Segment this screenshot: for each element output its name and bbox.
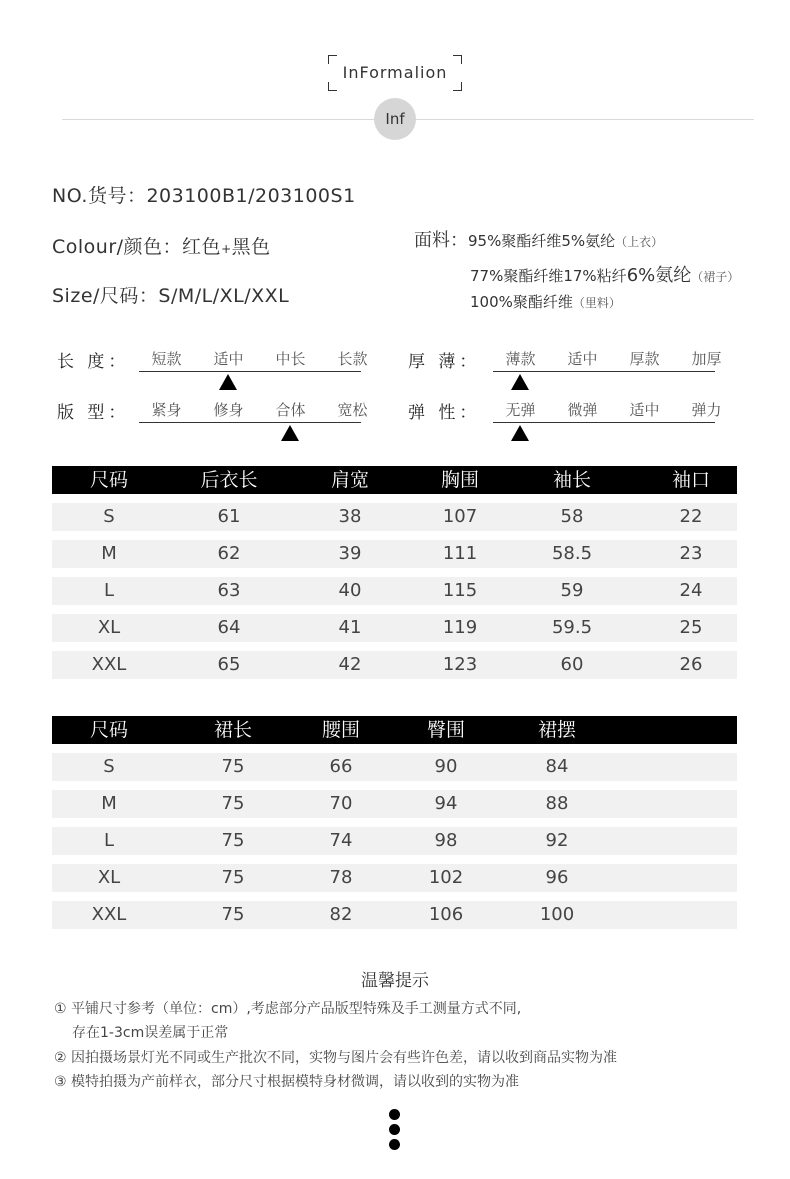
table-cell: 64 — [217, 617, 241, 638]
table-cell: 23 — [679, 543, 703, 564]
fabric-skirt-note: （裙子） — [691, 270, 740, 284]
colour-plus: + — [221, 242, 232, 256]
tip-1: ① 平铺尺寸参考（单位：cm）,考虑部分产品版型特殊及手工测量方式不同, — [54, 1001, 522, 1017]
table-cell: 75 — [221, 756, 245, 777]
table-cell: 66 — [329, 756, 353, 777]
scale-label-length: 长 度： — [57, 352, 130, 372]
table-cell: 84 — [545, 756, 569, 777]
table-cell: 58 — [560, 506, 584, 527]
scale-line — [493, 422, 715, 423]
selected-triangle-icon — [511, 425, 529, 441]
table-cell: XL — [97, 617, 121, 638]
scale-option: 合体 — [275, 401, 306, 419]
selected-triangle-icon — [281, 425, 299, 441]
brand-badge: Inf — [374, 98, 416, 140]
table-cell: 100 — [539, 904, 575, 925]
table-cell: 82 — [329, 904, 353, 925]
table-cell: XL — [97, 867, 121, 888]
table-row — [52, 901, 737, 929]
table-cell: S — [103, 506, 115, 527]
scale-line — [139, 371, 361, 372]
table-cell: 75 — [221, 830, 245, 851]
dot-3 — [389, 1139, 400, 1150]
table-cell: L — [103, 580, 115, 601]
scale-fit — [139, 399, 368, 439]
table-cell: XXL — [91, 654, 127, 675]
table-row — [52, 503, 737, 531]
scale-option: 加厚 — [691, 350, 722, 368]
scale-option: 无弹 — [505, 401, 536, 419]
table-row — [52, 790, 737, 818]
table-cell: 88 — [545, 793, 569, 814]
table-header — [52, 466, 737, 494]
table-cell: 92 — [545, 830, 569, 851]
table-cell: 90 — [434, 756, 458, 777]
table-cell: 65 — [217, 654, 241, 675]
table-cell: 94 — [434, 793, 458, 814]
fabric-line-3 — [470, 291, 621, 312]
scale-line — [139, 422, 361, 423]
fabric-line-2 — [470, 261, 739, 287]
fabric-skirt: 77%聚酯纤维17%粘纤 — [470, 267, 627, 285]
table-cell: M — [101, 793, 117, 814]
scale-option: 适中 — [629, 401, 660, 419]
brand-frame — [328, 55, 462, 91]
selected-triangle-icon — [511, 374, 529, 390]
scale-option: 长款 — [337, 350, 368, 368]
table-row — [52, 753, 737, 781]
table-cell: 24 — [679, 580, 703, 601]
table-cell: M — [101, 543, 117, 564]
scale-length — [139, 348, 368, 388]
scale-option: 适中 — [213, 350, 244, 368]
table-cell: 75 — [221, 867, 245, 888]
table-cell: 22 — [679, 506, 703, 527]
dot-2 — [389, 1124, 400, 1135]
colour-label: Colour/颜色：红色 — [52, 236, 222, 258]
table-cell: 106 — [428, 904, 464, 925]
scale-option: 紧身 — [151, 401, 182, 419]
table-cell: S — [103, 756, 115, 777]
table-cell: 41 — [338, 617, 362, 638]
header-cell: 后衣长 — [200, 469, 258, 491]
product-size: Size/尺码：S/M/L/XL/XXL — [52, 285, 290, 307]
table-cell: 42 — [338, 654, 362, 675]
table-cell: 111 — [442, 543, 478, 564]
table-row — [52, 577, 737, 605]
table-cell: 26 — [679, 654, 703, 675]
table-cell: 96 — [545, 867, 569, 888]
table-cell: 59 — [560, 580, 584, 601]
scale-option: 微弹 — [567, 401, 598, 419]
table-cell: 115 — [442, 580, 478, 601]
fabric-top: 95%聚酯纤维5%氨纶 — [468, 232, 616, 250]
scale-thickness — [493, 348, 722, 388]
table-cell: 102 — [428, 867, 464, 888]
table-cell: 63 — [217, 580, 241, 601]
fabric-skirt-b: 6%氨纶 — [626, 265, 692, 286]
table-cell: 78 — [329, 867, 353, 888]
header-cell: 袖口 — [671, 469, 711, 491]
tip-3: ③ 模特拍摄为产前样衣，部分尺寸根据模特身材微调，请以收到的实物为准 — [54, 1074, 519, 1090]
fabric-label: 面料： — [414, 230, 468, 251]
scale-option: 厚款 — [629, 350, 660, 368]
fabric-top-note: （上衣） — [615, 235, 664, 249]
table-cell: 60 — [560, 654, 584, 675]
table-cell: 70 — [329, 793, 353, 814]
dot-1 — [389, 1109, 400, 1120]
top-size-table — [52, 466, 737, 679]
table-row — [52, 540, 737, 568]
scale-label-thickness: 厚 薄： — [408, 352, 481, 372]
colour-tail: 黑色 — [231, 236, 271, 258]
scale-label-elasticity: 弹 性： — [408, 403, 481, 423]
header-cell: 裙摆 — [537, 719, 577, 741]
table-row — [52, 651, 737, 679]
table-cell: 59.5 — [551, 617, 593, 638]
table-cell: 58.5 — [551, 543, 593, 564]
table-cell: 62 — [217, 543, 241, 564]
table-cell: 61 — [217, 506, 241, 527]
table-cell: 38 — [338, 506, 362, 527]
header-cell: 尺码 — [89, 719, 129, 741]
table-header — [52, 716, 737, 744]
fabric-line-1 — [414, 226, 663, 252]
table-cell: 75 — [221, 904, 245, 925]
tips-title: 温馨提示 — [361, 971, 429, 991]
scale-line — [493, 371, 715, 372]
header-cell: 臀围 — [426, 719, 466, 741]
tip-1-cont: 存在1-3cm误差属于正常 — [72, 1025, 229, 1041]
scale-elasticity — [493, 399, 722, 439]
brand-title: InFormalion — [342, 63, 448, 82]
fabric-lining: 100%聚酯纤维 — [470, 293, 573, 311]
header-cell: 裙长 — [213, 719, 253, 741]
fabric-lining-note: （里料） — [572, 296, 621, 310]
product-number: NO.货号：203100B1/203100S1 — [52, 185, 356, 207]
header-cell: 肩宽 — [330, 469, 370, 491]
selected-triangle-icon — [219, 374, 237, 390]
header-cell: 袖长 — [552, 469, 592, 491]
header-cell: 胸围 — [440, 469, 480, 491]
table-cell: 74 — [329, 830, 353, 851]
table-cell: 40 — [338, 580, 362, 601]
scale-option: 短款 — [151, 350, 182, 368]
table-cell: XXL — [91, 904, 127, 925]
product-colour — [52, 232, 271, 259]
scale-option: 弹力 — [691, 401, 722, 419]
header-cell: 尺码 — [89, 469, 129, 491]
table-cell: 39 — [338, 543, 362, 564]
table-cell: 75 — [221, 793, 245, 814]
table-cell: 119 — [442, 617, 478, 638]
table-cell: 25 — [679, 617, 703, 638]
skirt-size-table — [52, 716, 737, 929]
scale-option: 宽松 — [337, 401, 368, 419]
scale-option: 修身 — [213, 401, 244, 419]
table-cell: 98 — [434, 830, 458, 851]
scale-option: 中长 — [275, 350, 306, 368]
table-cell: 123 — [442, 654, 478, 675]
table-row — [52, 827, 737, 855]
header-cell: 腰围 — [321, 719, 361, 741]
table-row — [52, 614, 737, 642]
scale-option: 薄款 — [505, 350, 536, 368]
table-cell: L — [103, 830, 115, 851]
table-cell: 107 — [442, 506, 478, 527]
tip-2: ② 因拍摄场景灯光不同或生产批次不同，实物与图片会有些许色差，请以收到商品实物为准 — [54, 1050, 617, 1066]
scale-option: 适中 — [567, 350, 598, 368]
scale-label-fit: 版 型： — [57, 403, 130, 423]
table-row — [52, 864, 737, 892]
